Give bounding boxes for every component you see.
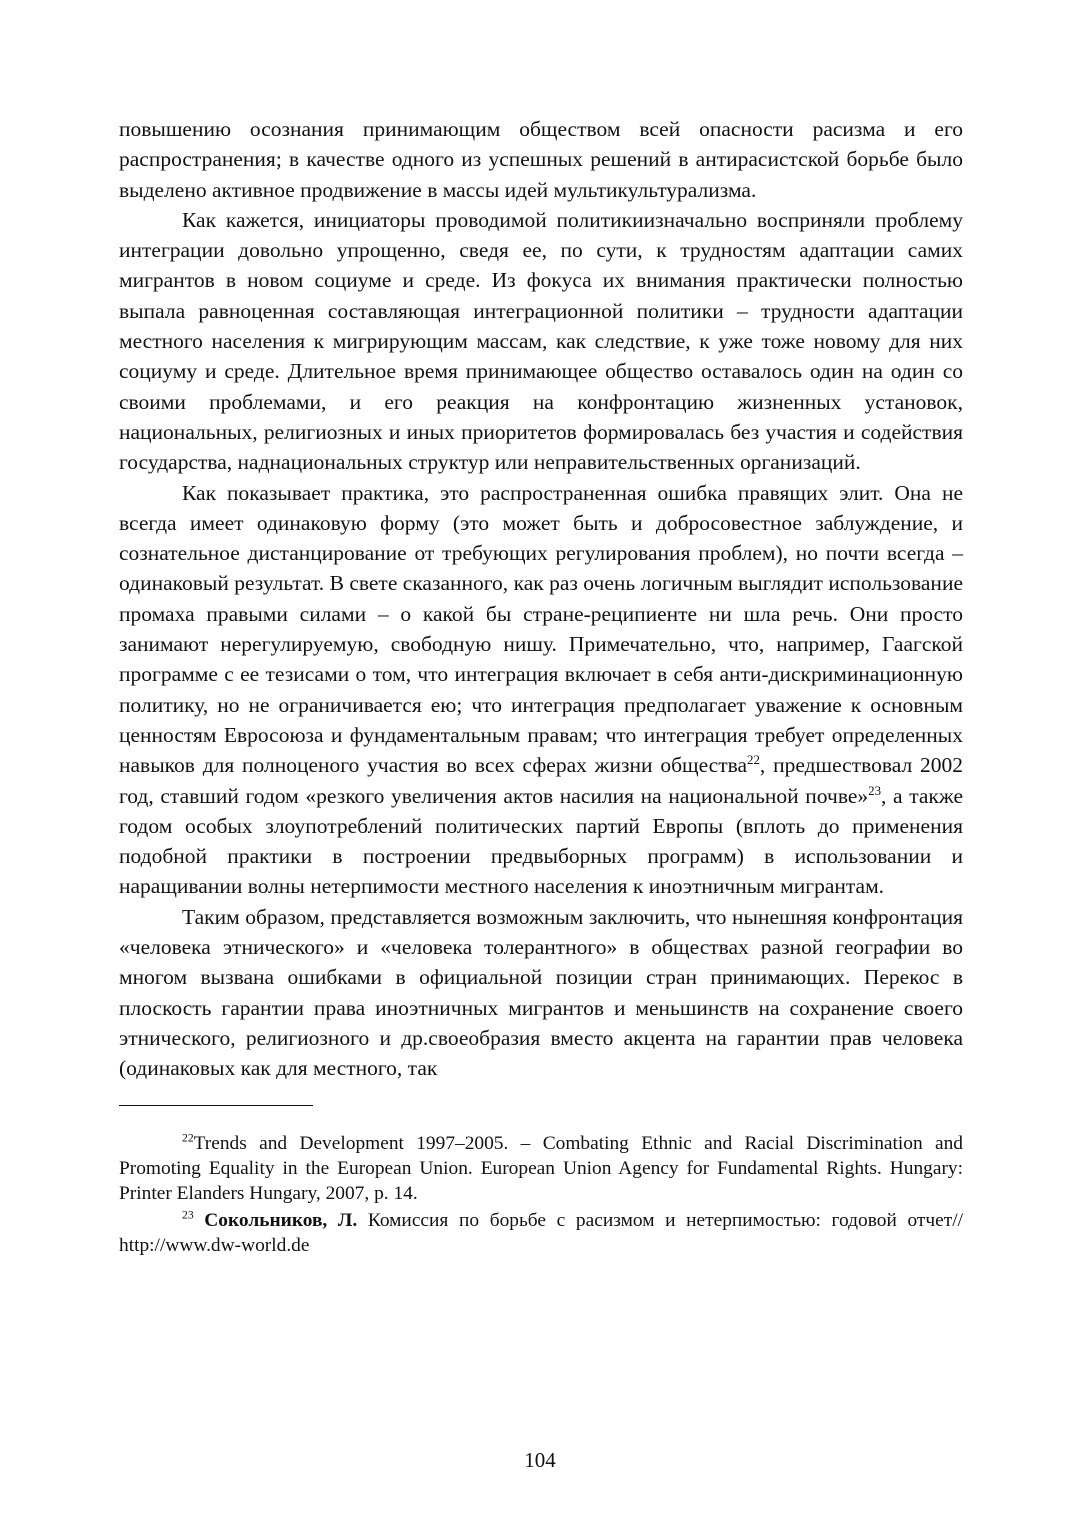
footnote-23-author: Сокольников, Л. bbox=[204, 1209, 358, 1231]
footnote-22-number: 22 bbox=[182, 1131, 194, 1145]
footnote-23-text: Комиссия по борьбе с расизмом и нетерпимостью: годовой отчет// http://www.dw-world.de bbox=[119, 1209, 963, 1256]
footnote-23-number: 23 bbox=[182, 1208, 194, 1222]
footnote-23 bbox=[119, 1208, 963, 1258]
page-content bbox=[119, 114, 963, 1258]
footnote-22-text: Trends and Development 1997–2005. – Combating Ethnic and Racial Discrimination and Promoting Equality in the European Union. European Union Agency for Fundamental Rights. Hungary: Printer Elanders Hungary, 2007, p. 14. bbox=[119, 1132, 963, 1204]
paragraph-2: Как кажется, инициаторы проводимой политикиизначально восприняли проблему интеграции довольно упрощенно, сведя ее, по сути, к трудностям адаптации самих мигрантов в новом социуме и среде. Из фокуса их внимания практически полностью выпала равноценная составляющая интеграционной политики – трудности адаптации местного населения к мигрирующим массам, как следствие, к уже тоже новому для них социуму и среде. Длительное время принимающее общество оставалось один на один со своими проблемами, и его реакция на конфронтацию жизненных установок, национальных, религиозных и иных приоритетов формировалась без участия и содействия государства, наднациональных структур или неправительственных организаций. bbox=[119, 207, 963, 475]
footnote-ref-22[interactable]: 22 bbox=[747, 753, 760, 768]
footnotes bbox=[119, 1131, 963, 1258]
paragraph-3-part-a: Как показывает практика, это распространенная ошибка правящих элит. Она не всегда имеет одинаковую форму (это может быть и добросовестное заблуждение, и сознательное дистанцирование от требующих регулирования проблем), но почти всегда – одинаковый результат. В свете сказанного, как раз очень логичным выглядит использование промаха правыми силами – о какой бы стране-реципиенте ни шла речь. Они просто занимают нерегулируемую, свободную нишу. Примечательно, что, например, Гаагской программе с ее тезисами о том, что интеграция включает в себя анти-дискриминационную политику, но не ограничивается ею; что интеграция предполагает уважение к основным ценностям Евросоюза и фундаментальным правам; что интеграция требует определенных навыков для полноценого участия во всех сферах жизни общества bbox=[119, 480, 963, 778]
footnote-separator bbox=[119, 1105, 313, 1106]
main-text bbox=[119, 114, 963, 1084]
paragraph-3-part-c: , а также годом особых злоупотреблений политических партий Европы (вплоть до применения подобной практики в построении предвыборных программ) в использовании и наращивании волны нетерпимости местного населения к иноэтничным мигрантам. bbox=[119, 783, 963, 899]
page-number: 104 bbox=[524, 1448, 556, 1472]
paragraph-1: повышению осознания принимающим обществом всей опасности расизма и его распространения; в качестве одного из успешных решений в антирасистской борьбе было выделено активное продвижение в массы идей мультикультурализма. bbox=[119, 117, 963, 202]
footnote-22 bbox=[119, 1131, 963, 1206]
paragraph-4: Таким образом, представляется возможным заключить, что нынешняя конфронтация «человека этнического» и «человека толерантного» в обществах разной географии во многом вызвана ошибками в официальной позиции стран принимающих. Перекос в плоскость гарантии права иноэтничных мигрантов и меньшинств на сохранение своего этнического, религиозного и др.своеобразия вместо акцента на гарантии прав человека (одинаковых как для местного, так bbox=[119, 904, 963, 1081]
paragraph-3-part-b: , предшествовал 2002 год, ставший годом «резкого увеличения актов насилия на национальной почве» bbox=[119, 753, 963, 808]
footnote-ref-23[interactable]: 23 bbox=[868, 783, 882, 798]
paragraph-3 bbox=[119, 478, 963, 902]
